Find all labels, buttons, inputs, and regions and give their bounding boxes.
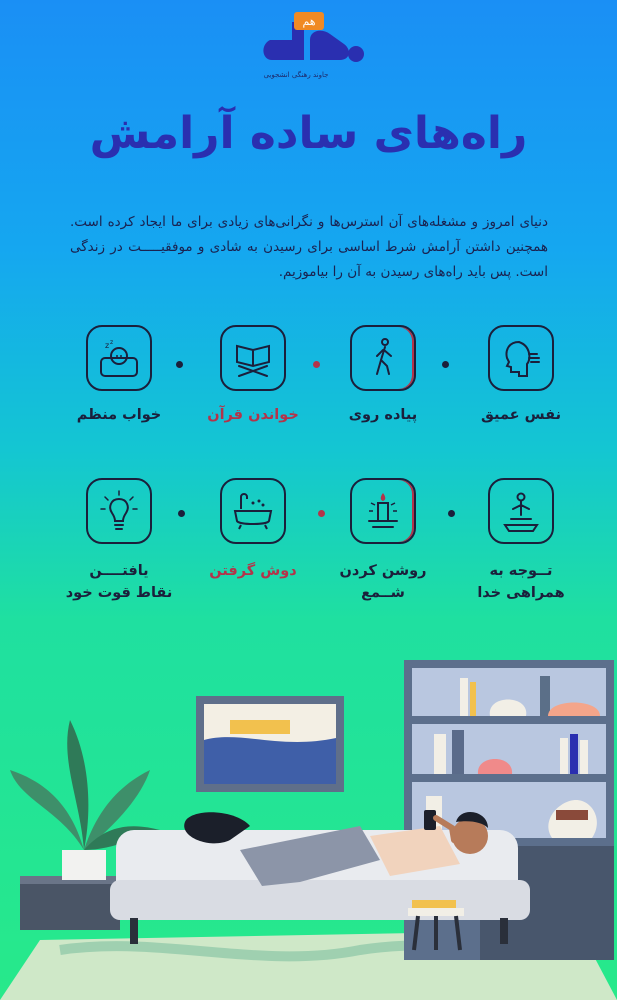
label-quran: خواندن قرآن [207,407,299,423]
separator-dot [448,510,455,517]
label-strengths: یافتــــن نقاط قوت خود [65,563,173,601]
candle-icon [361,489,405,533]
walking-box [350,325,416,391]
logo-badge-text: هم [302,15,316,28]
label-deep-breath: نفس عمیق [480,407,562,423]
deep-breath-icon [499,336,543,380]
deep-breath-box [488,325,554,391]
shower-icon [231,489,275,533]
plant-pot [62,850,106,880]
separator-dot [442,361,449,368]
walking-icon [361,336,405,380]
side-table [20,880,120,930]
sleep-icon [97,336,141,380]
stool [408,908,464,916]
logo-mark-icon [252,10,372,70]
label-walking: پیاده روی [348,407,418,423]
label-prayer: تــوجه به همراهی خدا [477,563,565,601]
label-sleep: خواب منظم [76,407,162,423]
separator-dot [176,361,183,368]
relaxing-illustration [0,650,617,1000]
shower-box [220,478,286,544]
lightbulb-box [86,478,152,544]
intro-paragraph: دنیای امروز و مشغله‌های آن استرس‌ها و نگرانی‌های زیادی برای ما ایجاد کرده است. همچنین داشتن آرامش شرط اساسی برای رسیدن به شادی و موفقیـــــت در زندگی است. پس باید راه‌های رسیدن به آن را بیاموزیم. [70,214,548,280]
label-shower: دوش گرفتن [209,563,297,579]
page-title: راه‌های ساده آرامش [89,108,528,159]
label-candle: روشن کردن شــمع [339,563,427,601]
lightbulb-icon [97,489,141,533]
quran-box [220,325,286,391]
separator-dot [178,510,185,517]
prayer-icon [499,489,543,533]
svg-text:z: z [105,341,110,350]
quran-icon [231,336,275,380]
separator-dot [318,510,325,517]
candle-box [350,478,416,544]
logo-subtitle: جاوند رهنگی انشجویی [263,71,329,79]
prayer-box [488,478,554,544]
logo [252,10,372,86]
sleep-box [86,325,152,391]
svg-text:z: z [110,339,114,346]
separator-dot [313,361,320,368]
